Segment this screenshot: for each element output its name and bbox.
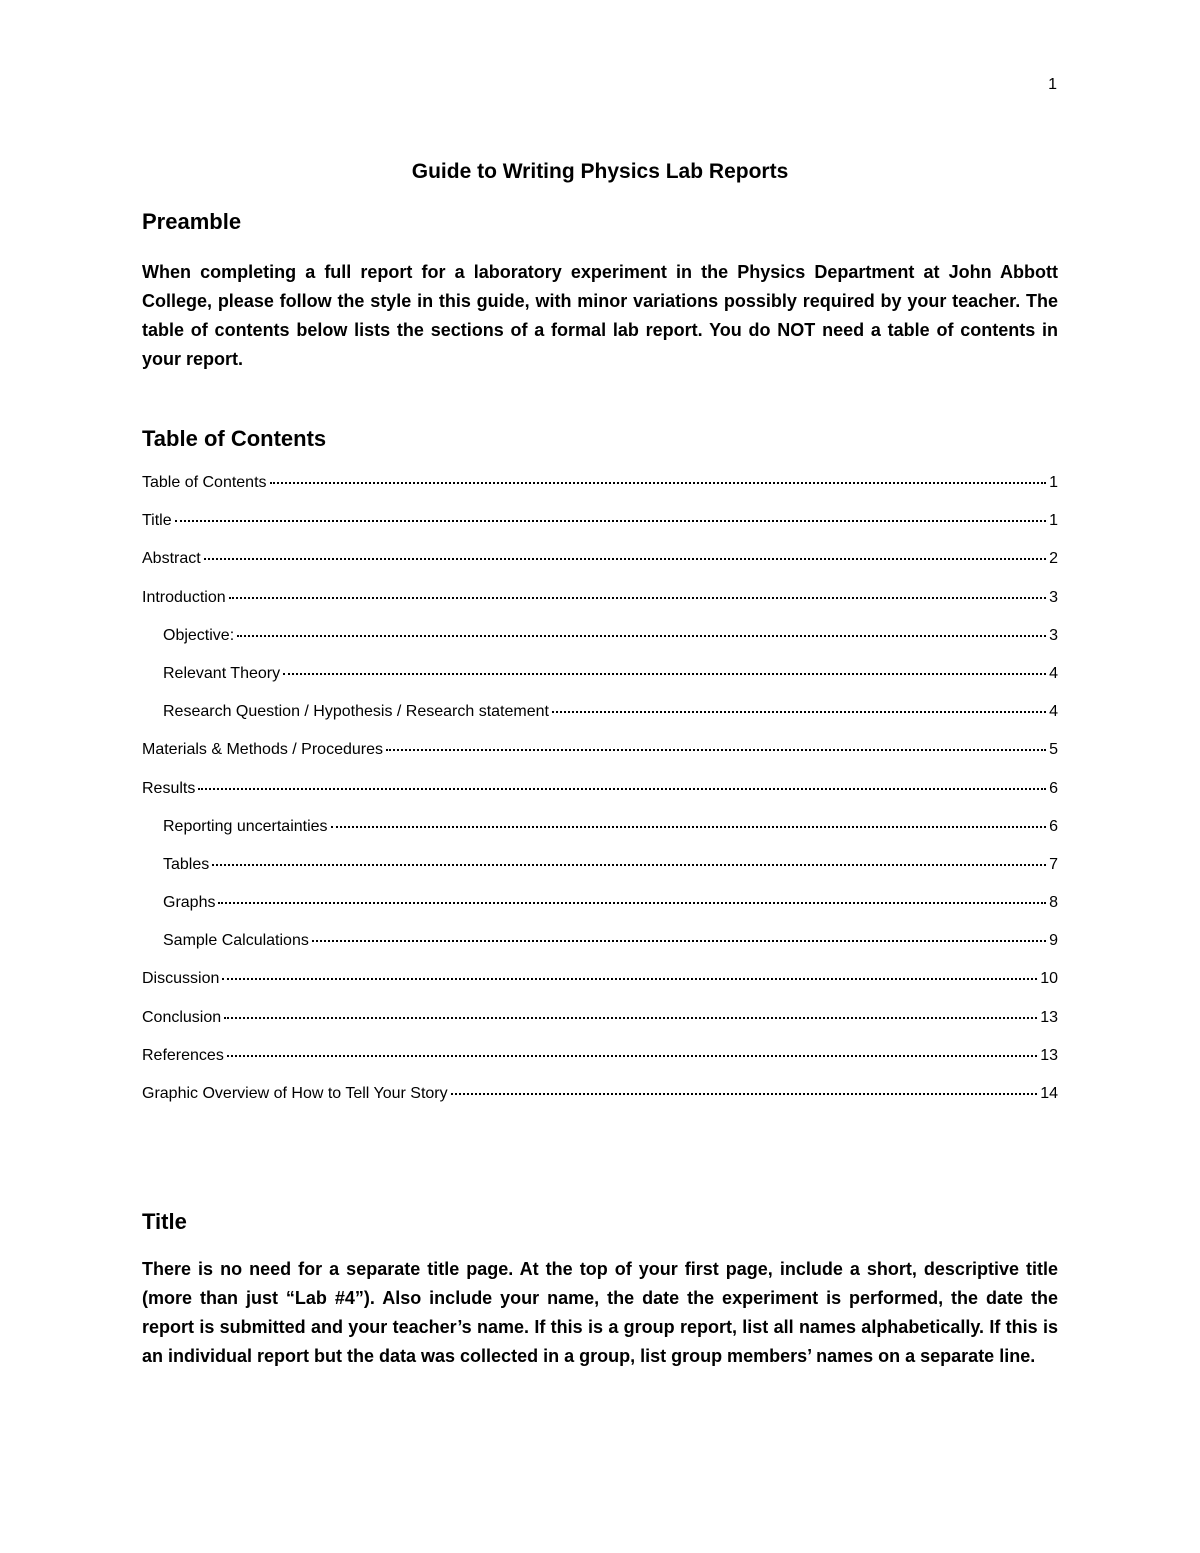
toc-dot-leader <box>175 520 1046 522</box>
toc-entry-page-number: 9 <box>1049 932 1058 950</box>
toc-entry-page-number: 10 <box>1040 970 1058 988</box>
toc-entry[interactable] <box>142 702 1058 740</box>
toc-dot-leader <box>224 1017 1037 1019</box>
toc-dot-leader <box>204 558 1046 560</box>
toc-entry-page-number: 13 <box>1040 1008 1058 1026</box>
toc-dot-leader <box>229 597 1046 599</box>
toc-entry-label: Graphic Overview of How to Tell Your Story <box>142 1085 448 1102</box>
toc-heading: Table of Contents <box>142 426 327 451</box>
toc-entry-page-number: 6 <box>1049 779 1058 797</box>
toc-entry[interactable] <box>142 740 1058 778</box>
toc-entry-label: Relevant Theory <box>163 664 281 682</box>
toc-entry[interactable] <box>142 1046 1058 1084</box>
toc-entry-page-number: 6 <box>1049 817 1058 835</box>
toc-entry-label: Reporting uncertainties <box>163 817 328 835</box>
toc-entry-page-number: 4 <box>1049 664 1058 682</box>
toc-entry[interactable] <box>142 893 1058 931</box>
toc-dot-leader <box>237 635 1046 637</box>
toc-entry[interactable] <box>142 817 1058 855</box>
toc-dot-leader <box>386 749 1046 751</box>
toc-entry[interactable] <box>142 1008 1058 1046</box>
toc-entry-label: Discussion <box>142 970 220 988</box>
title-section-heading: Title <box>142 1209 187 1235</box>
toc-entry-label: Title <box>142 512 172 530</box>
toc-entry-label: Sample Calculations <box>163 932 309 950</box>
toc-entry[interactable] <box>142 511 1058 549</box>
document-body <box>142 156 1058 1371</box>
toc-entry[interactable] <box>142 664 1058 702</box>
toc-entry-label: Conclusion <box>142 1008 222 1026</box>
toc-entry[interactable] <box>142 779 1058 817</box>
preamble-paragraph: When completing a full report for a laboratory experiment in the Physics Department at John Abbott College, please follow the style in this guide, with minor variations possibly required by your teacher. The table of contents below lists the sections of a formal lab report. You do NOT need a table of contents in your report. <box>142 262 1058 369</box>
title-section-paragraph: There is no need for a separate title page. At the top of your first page, include a short, descriptive title (more than just “Lab #4”). Also include your name, the date the experiment is performed, the date the report is submitted and your teacher’s name. If this is a group report, list all names alphabetically. If this is an individual report but the data was collected in a group, list group members’ names on a separate line. <box>142 1259 1058 1367</box>
toc-entry[interactable] <box>142 969 1058 1007</box>
toc-entry[interactable] <box>142 473 1058 511</box>
toc-entry-page-number: 1 <box>1049 474 1058 491</box>
toc-entry-page-number: 8 <box>1049 894 1058 912</box>
toc-entry-label: Introduction <box>142 588 226 606</box>
toc-entry[interactable] <box>142 855 1058 893</box>
toc-entry[interactable] <box>142 1084 1058 1122</box>
toc-entry[interactable] <box>142 549 1058 587</box>
toc-dot-leader <box>212 864 1046 866</box>
toc-entry-label: References <box>142 1046 224 1064</box>
toc-entry-label: Abstract <box>142 550 201 568</box>
toc-entry-label: Tables <box>163 855 210 873</box>
page-number: 1 <box>1048 76 1057 93</box>
toc-entry-page-number: 14 <box>1040 1085 1058 1102</box>
toc-entry[interactable] <box>142 626 1058 664</box>
toc-dot-leader <box>283 673 1046 675</box>
toc-dot-leader <box>218 902 1046 904</box>
toc-entry-page-number: 13 <box>1040 1046 1058 1064</box>
toc-entry-page-number: 2 <box>1049 550 1058 568</box>
toc-entry[interactable] <box>142 931 1058 969</box>
toc-entry-label: Objective: <box>163 626 235 644</box>
table-of-contents <box>142 473 1058 1122</box>
toc-dot-leader <box>552 711 1046 713</box>
toc-entry-label: Research Question / Hypothesis / Research statement <box>163 703 549 721</box>
toc-entry-label: Results <box>142 779 196 797</box>
document-title: Guide to Writing Physics Lab Reports <box>411 160 789 183</box>
toc-entry-page-number: 7 <box>1049 855 1058 873</box>
toc-entry-page-number: 5 <box>1049 741 1058 759</box>
toc-entry-page-number: 3 <box>1049 626 1058 644</box>
toc-entry[interactable] <box>142 588 1058 626</box>
toc-entry-label: Materials & Methods / Procedures <box>142 741 383 759</box>
toc-dot-leader <box>222 978 1037 980</box>
toc-entry-page-number: 1 <box>1049 512 1058 530</box>
toc-dot-leader <box>198 788 1046 790</box>
toc-dot-leader <box>451 1093 1038 1095</box>
toc-entry-page-number: 4 <box>1049 703 1058 721</box>
toc-entry-label: Table of Contents <box>142 474 267 491</box>
toc-dot-leader <box>227 1055 1037 1057</box>
toc-dot-leader <box>312 940 1046 942</box>
toc-entry-page-number: 3 <box>1049 588 1058 606</box>
toc-dot-leader <box>331 826 1047 828</box>
preamble-heading: Preamble <box>142 209 242 234</box>
toc-entry-label: Graphs <box>163 894 216 912</box>
toc-dot-leader <box>270 482 1047 484</box>
